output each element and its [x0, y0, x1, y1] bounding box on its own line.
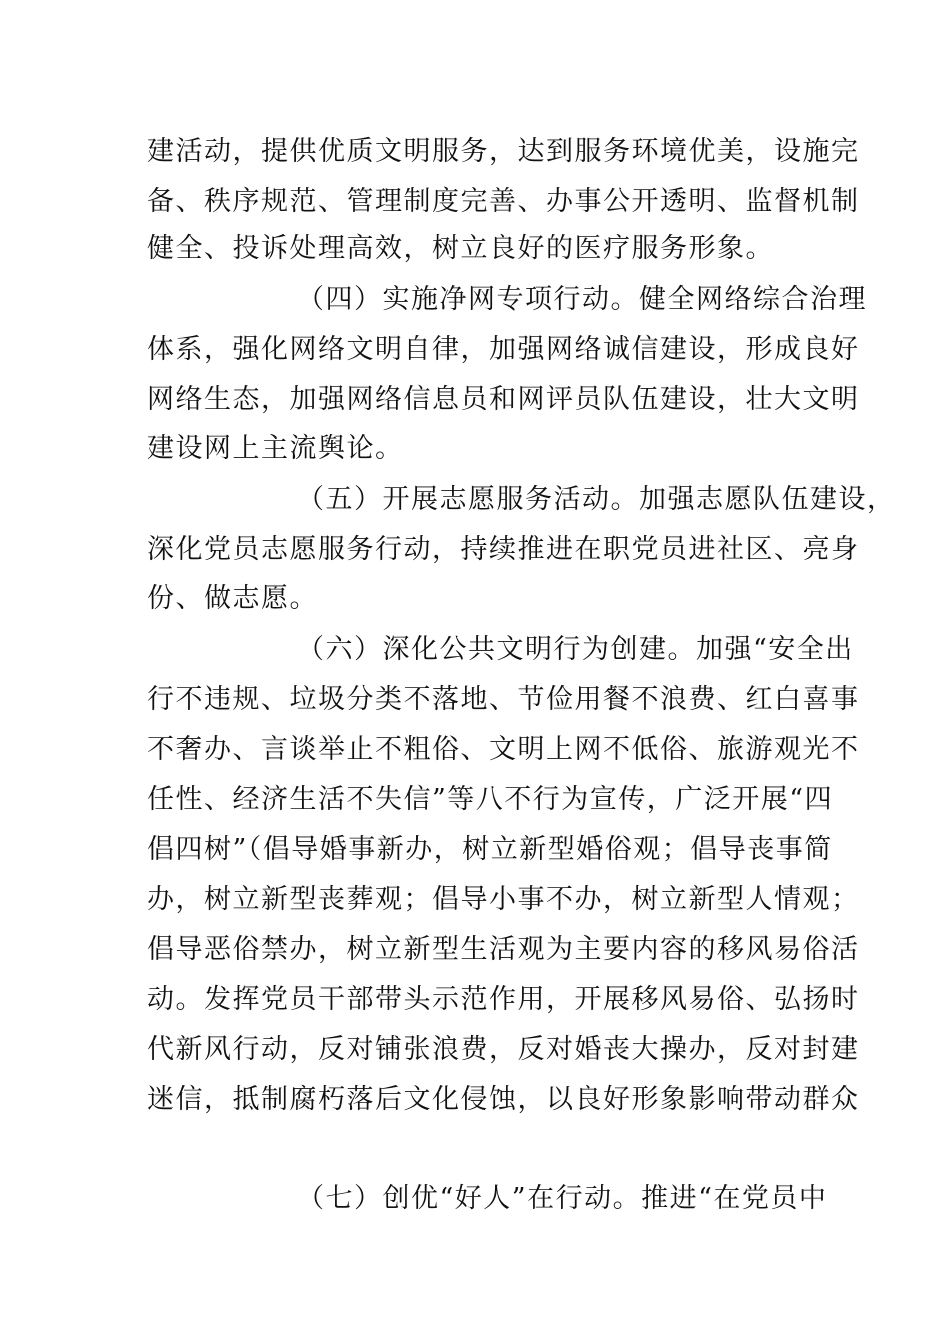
- text-line: 深化党员志愿服务行动，持续推进在职党员进社区、亮身: [147, 534, 860, 565]
- text-line: 办，树立新型丧葬观；倡导小事不办，树立新型人情观；: [147, 884, 860, 915]
- text-line: 动。发挥党员干部带头示范作用，开展移风易俗、弘扬时: [147, 984, 860, 1015]
- paragraph-heading-4: （四）实施净网专项行动。健全网络综合治理: [297, 284, 867, 315]
- text-line: 建活动，提供优质文明服务，达到服务环境优美，设施完: [147, 136, 860, 167]
- text-line: 倡四树”（倡导婚事新办，树立新型婚俗观；倡导丧事简: [147, 834, 833, 865]
- text-line: 不奢办、言谈举止不粗俗、文明上网不低俗、旅游观光不: [147, 734, 860, 765]
- paragraph-heading-6: （六）深化公共文明行为创建。加强“安全出: [297, 634, 854, 665]
- paragraph-heading-5: （五）开展志愿服务活动。加强志愿队伍建设，: [297, 484, 896, 515]
- text-line: 代新风行动，反对铺张浪费，反对婚丧大操办，反对封建: [147, 1034, 860, 1065]
- text-line: 份、做志愿。: [147, 583, 318, 614]
- text-line: 建设网上主流舆论。: [147, 433, 404, 464]
- text-line: 行不违规、垃圾分类不落地、节俭用餐不浪费、红白喜事: [147, 684, 860, 715]
- text-line: 体系，强化网络文明自律，加强网络诚信建设，形成良好: [147, 334, 860, 365]
- text-line: 健全、投诉处理高效，树立良好的医疗服务形象。: [147, 233, 774, 264]
- text-line: 任性、经济生活不失信”等八不行为宣传，广泛开展“四: [147, 784, 834, 815]
- text-line: 备、秩序规范、管理制度完善、办事公开透明、监督机制: [147, 186, 860, 217]
- text-line: 倡导恶俗禁办，树立新型生活观为主要内容的移风易俗活: [147, 934, 860, 965]
- paragraph-heading-7: （七）创优“好人”在行动。推进“在党员中: [297, 1183, 828, 1214]
- text-line: 网络生态，加强网络信息员和网评员队伍建设，壮大文明: [147, 384, 860, 415]
- text-line: 迷信，抵制腐朽落后文化侵蚀，以良好形象影响带动群众: [147, 1084, 860, 1115]
